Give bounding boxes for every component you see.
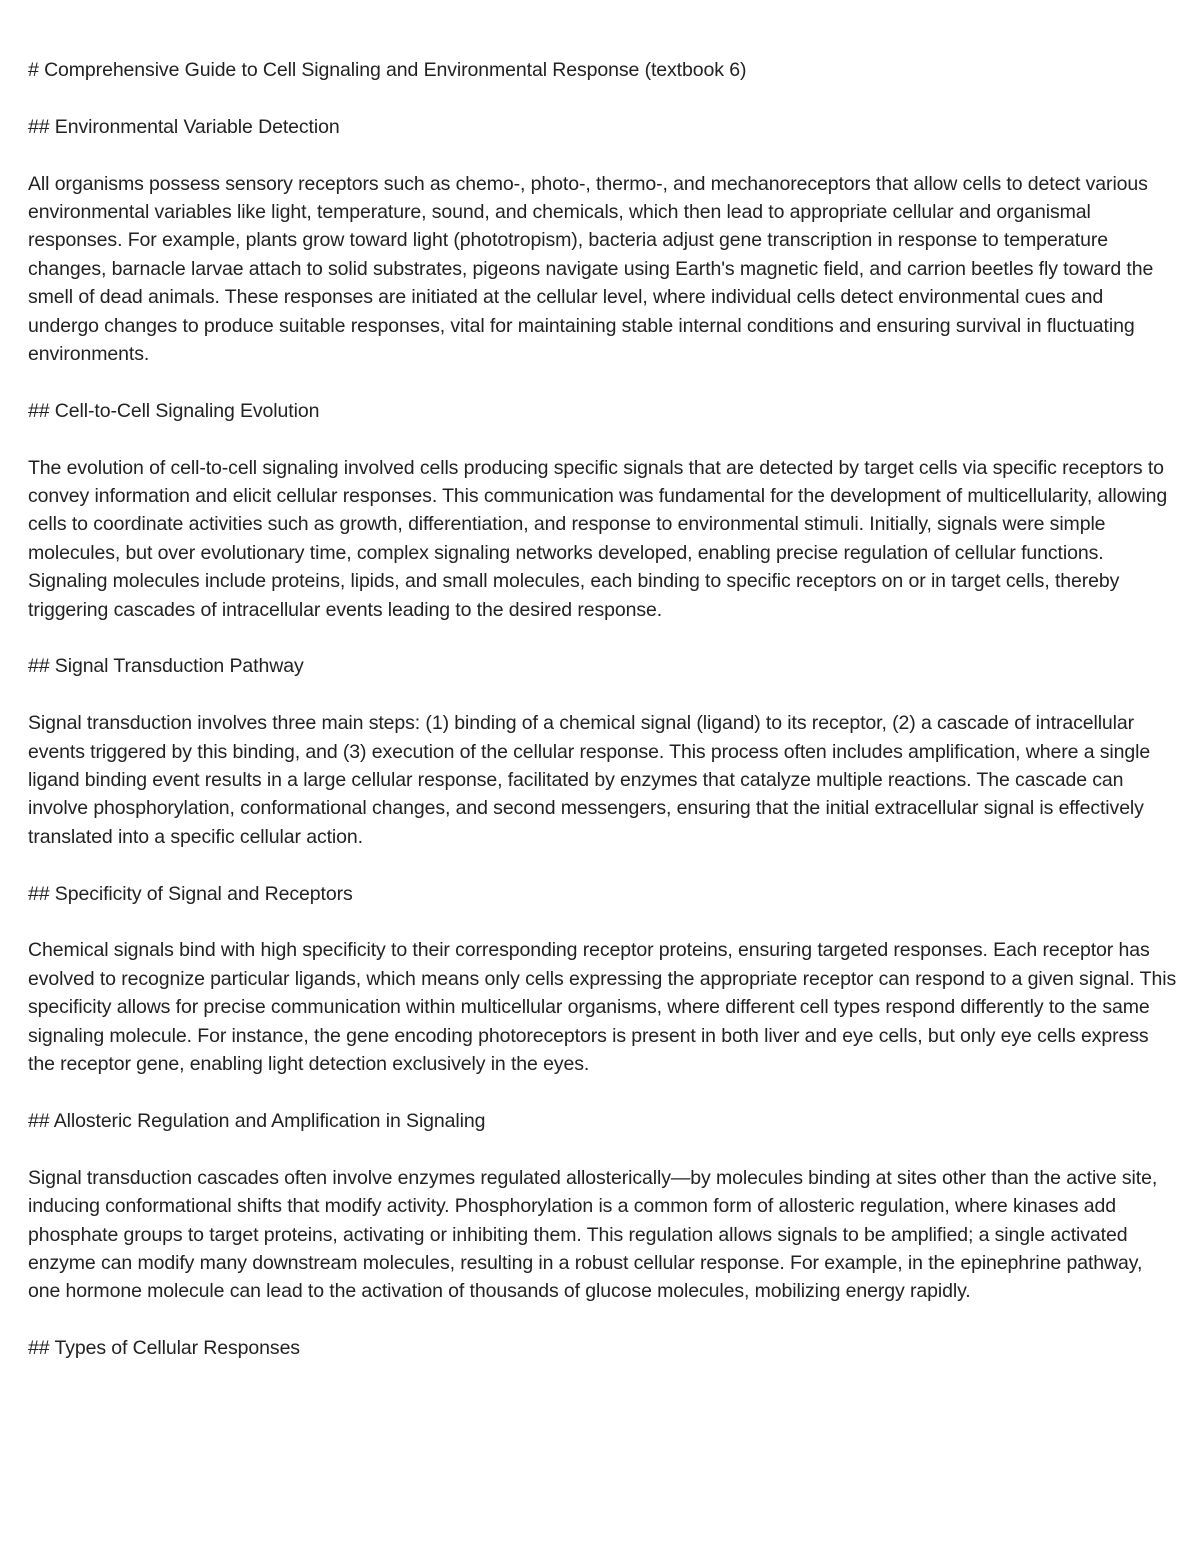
section-paragraph-signal-transduction-pathway: Signal transduction involves three main steps: (1) binding of a chemical signal (ligand) to its receptor, (2) a cascade of intracellular events triggered by this binding, and (3) execution of the cellular response. This process often includes amplification, where a single ligand binding event results in a large cellular response, facilitated by enzymes that catalyze multiple reactions. The cascade can involve phosphorylation, conformational changes, and second messengers, ensuring that the initial extracellular signal is effectively translated into a specific cellular action. — [28, 712, 1156, 848]
section-paragraph-specificity-of-signal-and-receptors: Chemical signals bind with high specificity to their corresponding receptor proteins, ensuring targeted responses. Each receptor has evolved to recognize particular ligands, which means only cells expressing the appropriate receptor can respond to a given signal. This specificity allows for precise communication within multicellular organisms, where different cell types respond differently to the same signaling molecule. For instance, the gene encoding photoreceptors is present in both liver and eye cells, but only eye cells express the receptor gene, enabling light detection exclusively in the eyes. — [28, 939, 1182, 1076]
section-paragraph-allosteric-regulation: Signal transduction cascades often involve enzymes regulated allosterically—by molecules binding at sites other than the active site, inducing conformational shifts that modify activity. Phosphorylation is a common form of allosteric regulation, where kinases add phosphate groups to target proteins, activating or inhibiting them. This regulation allows signals to be amplified; a single activated enzyme can modify many downstream molecules, resulting in a robust cellular response. For example, in the epinephrine pathway, one hormone molecule can lead to the activation of thousands of glucose molecules, mobilizing energy rapidly. — [28, 1166, 1163, 1303]
section-heading-environmental-variable-detection: ## Environmental Variable Detection — [28, 115, 340, 138]
section-heading-types-of-cellular-responses: ## Types of Cellular Responses — [28, 1337, 300, 1360]
section-paragraph-cell-to-cell-signaling-evolution: The evolution of cell-to-cell signaling involved cells producing specific signals that are detected by target cells via specific receptors to convey information and elicit cellular responses. This communication was fundamental for the development of multicellularity, allowing cells to coordinate activities such as growth, differentiation, and response to environmental stimuli. Initially, signals were simple molecules, but over evolutionary time, complex signaling networks developed, enabling precise regulation of cellular functions. Signaling molecules include proteins, lipids, and small molecules, each binding to specific receptors on or in target cells, thereby triggering cascades of intracellular events leading to the desired response. — [28, 456, 1173, 621]
section-paragraph-environmental-variable-detection: All organisms possess sensory receptors such as chemo-, photo-, thermo-, and mechanoreceptors that allow cells to detect various environmental variables like light, temperature, sound, and chemicals, which then lead to appropriate cellular and organismal responses. For example, plants grow toward light (phototropism), bacteria adjust gene transcription in response to temperature changes, barnacle larvae attach to solid substrates, pigeons navigate using Earth's magnetic field, and carrion beetles fly toward the smell of dead animals. These responses are initiated at the cellular level, where individual cells detect environmental cues and undergo changes to produce suitable responses, vital for maintaining stable internal conditions and ensuring survival in fluctuating environments. — [28, 172, 1159, 366]
document-title: # Comprehensive Guide to Cell Signaling and Environmental Response (textbook 6) — [28, 59, 747, 81]
document-page — [28, 56, 1182, 1391]
section-heading-allosteric-regulation: ## Allosteric Regulation and Amplification in Signaling — [28, 1109, 486, 1132]
section-heading-signal-transduction-pathway: ## Signal Transduction Pathway — [28, 655, 304, 678]
section-heading-specificity-of-signal-and-receptors: ## Specificity of Signal and Receptors — [28, 882, 353, 905]
section-heading-cell-to-cell-signaling-evolution: ## Cell-to-Cell Signaling Evolution — [28, 399, 320, 422]
